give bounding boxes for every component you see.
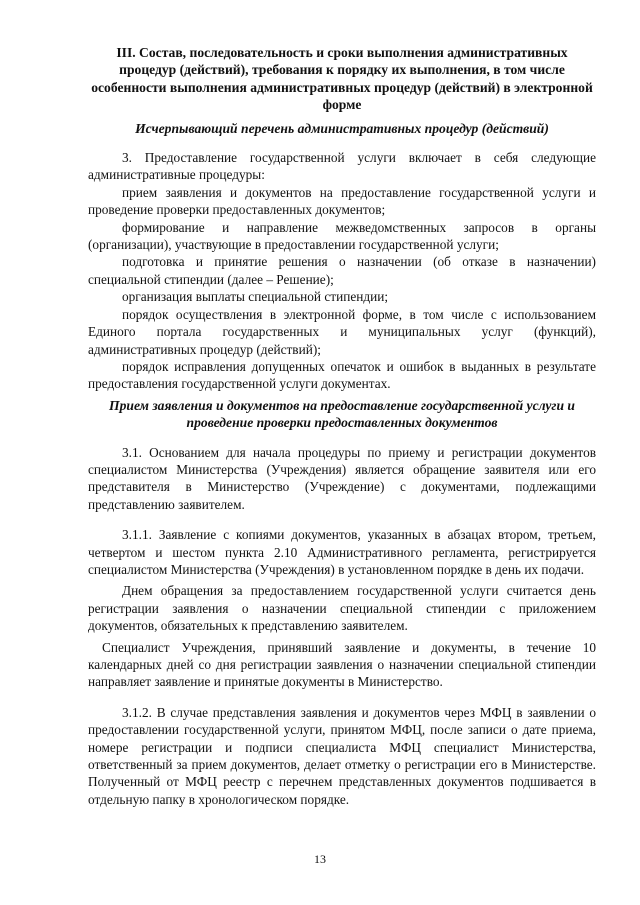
paragraph-3-1-2: 3.1.2. В случае представления заявления и документов через МФЦ в заявлении о предоставлении государственной услуги, принятом МФЦ, после записи о дате приема, номере регистрации и подписи специалиста МФЦ специалист Министерства, ответственный за прием документов, делает отметку о регистрации его в Министерстве. Полученный от МФЦ реестр с перечнем представленных документов подшивается в отдельную папку в хронологическом порядке. xyxy=(88,704,596,807)
subheading-procedures-list: Исчерпывающий перечень административных процедур (действий) xyxy=(135,120,549,136)
paragraph-application-date: Днем обращения за предоставлением государственной услуги считается день регистрации заявления о назначении специальной стипендии с приложением документов, обязательных к представлению заявителем. xyxy=(88,583,596,634)
subheading-application-intake: Прием заявления и документов на предоставление государственной услуги и проведение проверки предоставленных документов xyxy=(109,397,575,431)
document-page xyxy=(88,44,596,808)
paragraph-3-1-1: 3.1.1. Заявление с копиями документов, указанных в абзацах втором, третьем, четвертом и шестом пункта 2.10 Административного регламента, регистрируется специалистом Министерства (Учреждения) в установленном порядке в день их подачи. xyxy=(88,527,596,577)
section-title: III. Состав, последовательность и сроки выполнения административных процедур (действий), требования к порядку их выполнения, в том числе особенности выполнения административных процедур (действий) в электронной форме xyxy=(91,45,593,113)
list-item: прием заявления и документов на предоставление государственной услуги и проведение проверки предоставленных документов; xyxy=(88,184,596,218)
list-item: порядок исправления допущенных опечаток и ошибок в выданных в результате предоставления государственной услуги документах. xyxy=(88,358,596,392)
list-item: организация выплаты специальной стипендии; xyxy=(122,289,389,305)
page-number: 13 xyxy=(314,852,326,866)
list-item: порядок осуществления в электронной форме, в том числе с использованием Единого портала государственных и муниципальных услуг (функций), административных процедур (действий); xyxy=(88,306,596,357)
list-intro: 3. Предоставление государственной услуги включает в себя следующие административные процедуры: xyxy=(88,150,596,183)
paragraph-specialist: Специалист Учреждения, принявший заявление и документы, в течение 10 календарных дней со дня регистрации заявления о назначении специальной стипендии направляет заявление и принятые документы в Министерство. xyxy=(88,639,596,690)
paragraph-3-1: 3.1. Основанием для начала процедуры по приему и регистрации документов специалистом Министерства (Учреждения) является обращение заявителя или его представителя в Министерство (Учреждение) с документами, подлежащими представлению заявителем. xyxy=(88,444,596,512)
list-item: подготовка и принятие решения о назначении (об отказе в назначении) специальной стипендии (далее – Решение); xyxy=(88,254,596,287)
list-item: формирование и направление межведомственных запросов в органы (организации), участвующие в предоставлении государственной услуги; xyxy=(88,219,596,253)
